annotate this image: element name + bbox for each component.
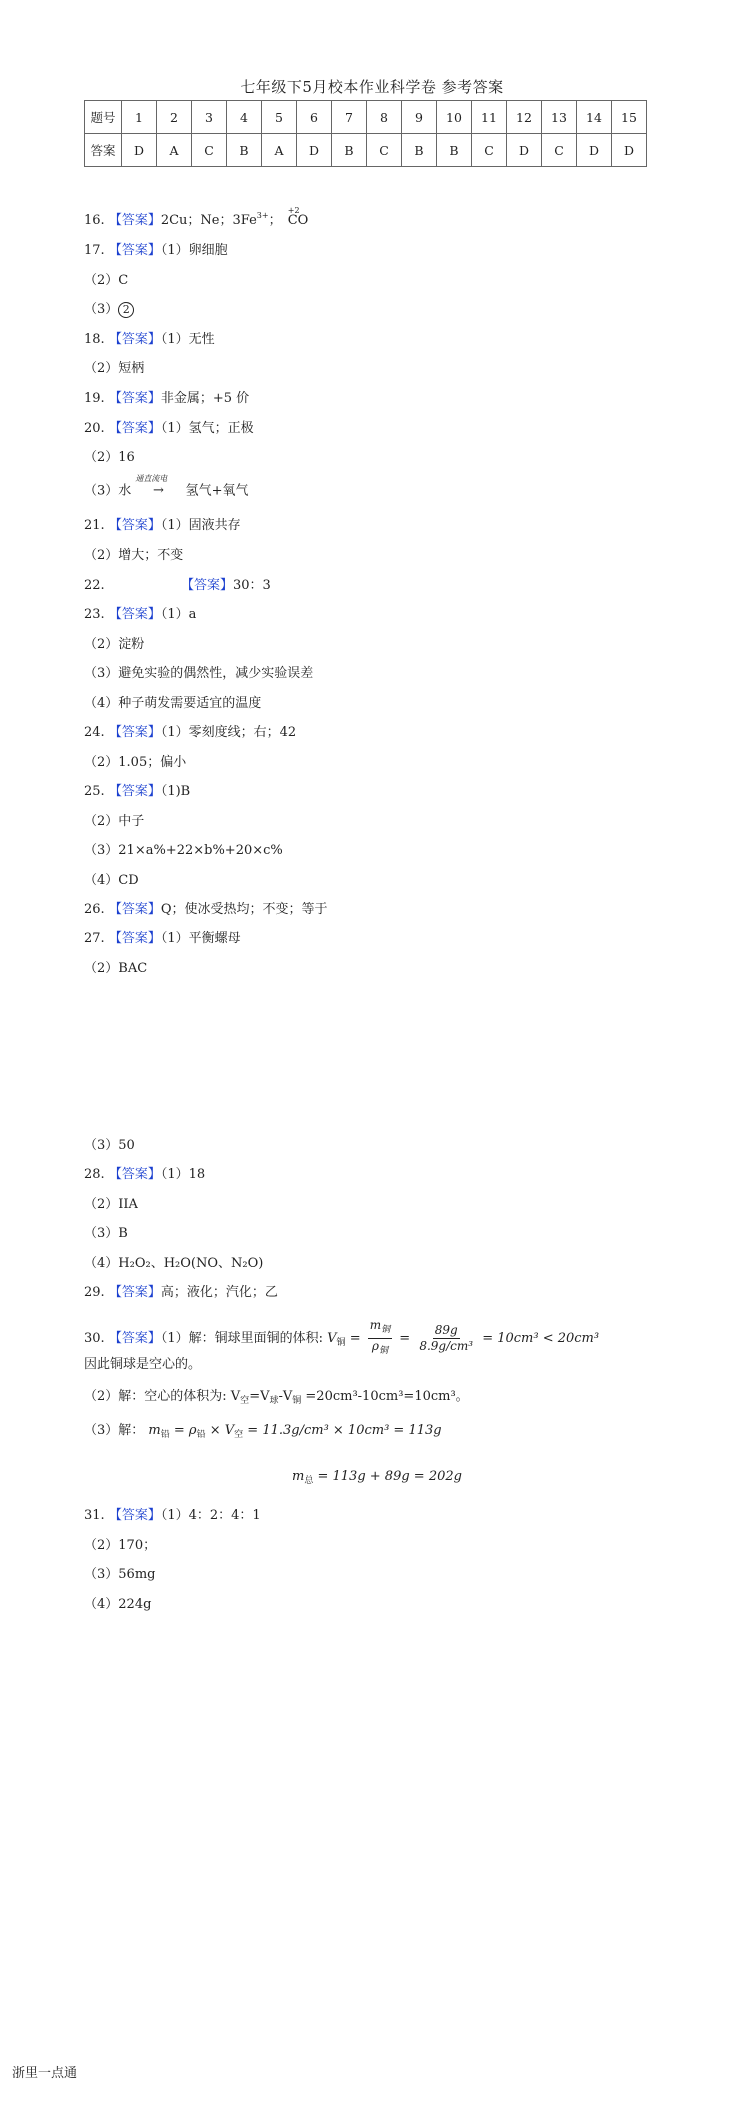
answer-text: （1）18: [160, 1167, 206, 1182]
table-cell: 13: [542, 101, 577, 134]
answer-23-part-2: （2）淀粉: [84, 637, 145, 652]
arrow-icon: →: [152, 483, 164, 498]
question-number: 31.: [84, 1508, 105, 1523]
table-cell: A: [157, 134, 192, 167]
table-cell: 6: [297, 101, 332, 134]
denominator: 8.9g/cm³: [419, 1339, 474, 1353]
equals-sign: =: [399, 1331, 411, 1346]
question-number: 27.: [84, 931, 105, 946]
table-row: [85, 134, 647, 167]
text: × V: [205, 1423, 235, 1438]
numerator: m: [369, 1318, 382, 1332]
table-cell: C: [192, 134, 227, 167]
table-cell: B: [332, 134, 367, 167]
question-number: 20.: [84, 421, 105, 436]
answer-23-part-4: （4）种子萌发需要适宜的温度: [84, 696, 262, 711]
answer-16: [84, 207, 308, 230]
question-number: 16.: [84, 213, 105, 228]
circled-number: 2: [118, 302, 134, 318]
answer-tag: 【答案】: [108, 421, 161, 436]
question-number: 24.: [84, 725, 105, 740]
answer-text: （1）无性: [160, 332, 215, 347]
answer-27-part-3: （3）50: [84, 1138, 135, 1153]
subscript: 铜: [292, 1396, 302, 1406]
subscript: 空: [234, 1430, 244, 1440]
text: （2）解：空心的体积为: V: [84, 1389, 241, 1404]
answer-18: [84, 331, 215, 349]
answer-17-part-3: [84, 301, 134, 319]
answer-28-part-3: （3）B: [84, 1226, 128, 1241]
answer-tag: 【答案】: [108, 518, 161, 533]
table-row: [85, 101, 647, 134]
answer-20-part-2: （2）16: [84, 450, 135, 465]
fraction-values: [417, 1323, 475, 1354]
question-number: 19.: [84, 391, 105, 406]
answer-tag: 【答案】: [108, 332, 161, 347]
question-number: 23.: [84, 607, 105, 622]
answer-text: （1）a: [160, 607, 197, 622]
answer-text: （1）解：铜球里面铜的体积:: [160, 1331, 323, 1346]
table-cell: 8: [367, 101, 402, 134]
answer-tag: 【答案】: [108, 931, 161, 946]
text: = 113g + 89g = 202g: [313, 1469, 462, 1484]
reactant: （3）水: [84, 483, 132, 499]
text: = ρ: [169, 1423, 197, 1438]
table-cell: D: [122, 134, 157, 167]
answer-31-part-4: （4）224g: [84, 1597, 152, 1612]
answer-23: [84, 606, 196, 624]
text: -V: [278, 1389, 293, 1404]
subscript: 球: [269, 1396, 279, 1406]
table-cell: D: [612, 134, 647, 167]
table-header-cell: 答案: [85, 134, 122, 167]
answer-28: [84, 1166, 205, 1184]
answer-text: Q；使冰受热均；不变；等于: [160, 902, 328, 917]
result-text: = 10cm³ < 20cm³: [482, 1331, 600, 1346]
answer-30-total: [292, 1468, 462, 1490]
table-cell: D: [507, 134, 542, 167]
answer-text: （1）卵细胞: [160, 243, 228, 258]
answer-text: （1）氢气；正极: [160, 421, 254, 436]
table-cell: B: [437, 134, 472, 167]
answer-20-part-3: [84, 474, 249, 501]
page-title: 七年级下5月校本作业科学卷 参考答案: [240, 78, 504, 96]
part-label: （3）: [84, 302, 119, 317]
question-number: 26.: [84, 902, 105, 917]
table-cell: C: [367, 134, 402, 167]
question-number: 29.: [84, 1285, 105, 1300]
reaction-arrow: [135, 474, 175, 500]
answer-29: [84, 1284, 278, 1302]
answer-table: [84, 100, 647, 167]
answer-20: [84, 420, 254, 438]
question-number: 18.: [84, 332, 105, 347]
answer-17-part-2: （2）C: [84, 273, 129, 288]
answer-24-part-2: （2）1.05；偏小: [84, 755, 187, 770]
answer-tag: 【答案】: [108, 213, 161, 228]
table-cell: C: [542, 134, 577, 167]
answer-tag: 【答案】: [108, 902, 161, 917]
table-cell: 1: [122, 101, 157, 134]
subscript: 铜: [336, 1338, 346, 1348]
answer-21-part-2: （2）增大；不变: [84, 548, 184, 563]
answer-text: （1)B: [160, 784, 191, 799]
answer-tag: 【答案】: [108, 243, 161, 258]
subscript: 空: [240, 1396, 250, 1406]
answer-28-part-4: （4）H₂O₂、H₂O(NO、N₂O): [84, 1256, 264, 1271]
answer-tag: 【答案】: [108, 607, 161, 622]
subscript: 铅: [160, 1430, 170, 1440]
answer-tag: 【答案】: [108, 1331, 161, 1346]
subscript: 铅: [196, 1430, 206, 1440]
table-cell: A: [262, 134, 297, 167]
answer-30: [84, 1318, 599, 1359]
charge-superscript: 3+: [256, 211, 269, 220]
table-cell: B: [227, 134, 262, 167]
table-cell: 7: [332, 101, 367, 134]
fraction-mass-density: [368, 1318, 392, 1359]
answer-text: 2Cu；Ne；3Fe: [160, 213, 257, 228]
answer-tag: 【答案】: [108, 725, 161, 740]
answer-27: [84, 930, 241, 948]
answer-tag: 【答案】: [108, 1285, 161, 1300]
answer-25: [84, 783, 190, 801]
table-cell: 10: [437, 101, 472, 134]
answer-tag: 【答案】: [108, 1167, 161, 1182]
table-cell: 9: [402, 101, 437, 134]
answer-text: （1）平衡螺母: [160, 931, 241, 946]
text: = 11.3g/cm³ × 10cm³ = 113g: [243, 1423, 442, 1438]
answer-27-part-2: （2）BAC: [84, 961, 148, 976]
answer-22: [84, 577, 271, 595]
numerator: 89g: [434, 1323, 458, 1337]
answer-25-part-4: （4）CD: [84, 873, 139, 888]
answer-tag: 【答案】: [108, 1508, 161, 1523]
subscript: 铜: [381, 1325, 391, 1335]
valence-label: +2: [287, 205, 300, 215]
subscript: 总: [304, 1476, 314, 1486]
answer-text: 非金属；+5 价: [160, 391, 250, 406]
answer-18-part-2: （2）短柄: [84, 361, 145, 376]
answer-30-part-2: [84, 1388, 469, 1410]
answer-text: （1）固液共存: [160, 518, 241, 533]
answer-text: 30：3: [232, 578, 271, 593]
mass-symbol: m: [292, 1469, 305, 1484]
answer-31-part-3: （3）56mg: [84, 1567, 156, 1582]
question-number: 25.: [84, 784, 105, 799]
table-cell: 11: [472, 101, 507, 134]
question-number: 28.: [84, 1167, 105, 1182]
answer-tag: 【答案】: [108, 391, 161, 406]
answer-17: [84, 242, 228, 260]
question-number: 22.: [84, 578, 105, 593]
text: （3）解：: [84, 1423, 145, 1438]
products: 氢气+氧气: [185, 483, 249, 499]
answer-31-part-2: （2）170；: [84, 1538, 157, 1553]
question-number: 30.: [84, 1331, 105, 1346]
table-cell: 5: [262, 101, 297, 134]
answer-25-part-2: （2）中子: [84, 814, 145, 829]
answer-tag: 【答案】: [180, 578, 233, 593]
answer-28-part-2: （2）IIA: [84, 1197, 138, 1212]
question-number: 17.: [84, 243, 105, 258]
equals-sign: =: [349, 1331, 361, 1346]
table-cell: D: [297, 134, 332, 167]
table-cell: D: [577, 134, 612, 167]
denominator: ρ: [371, 1339, 379, 1353]
answer-26: [84, 901, 328, 919]
answer-text: （1）4：2：4：1: [160, 1508, 261, 1523]
table-cell: 12: [507, 101, 542, 134]
answer-19: [84, 390, 249, 408]
subscript: 铜: [378, 1346, 388, 1356]
answer-31: [84, 1507, 261, 1525]
valence-formula: [287, 205, 309, 230]
answer-text: 高；液化；汽化；乙: [160, 1285, 278, 1300]
answer-tag: 【答案】: [108, 784, 161, 799]
table-cell: 15: [612, 101, 647, 134]
answer-23-part-3: （3）避免实验的偶然性，减少实验误差: [84, 666, 314, 681]
formula-text: CO: [287, 212, 309, 228]
separator: ；: [268, 213, 282, 228]
volume-symbol: V: [327, 1331, 337, 1346]
table-cell: 2: [157, 101, 192, 134]
answer-21: [84, 517, 241, 535]
question-number: 21.: [84, 518, 105, 533]
table-cell: 3: [192, 101, 227, 134]
table-cell: 14: [577, 101, 612, 134]
table-cell: C: [472, 134, 507, 167]
answer-24: [84, 724, 296, 742]
footer-brand: 浙里一点通: [12, 2066, 78, 2081]
text: =20cm³-10cm³=10cm³。: [301, 1389, 469, 1404]
table-cell: B: [402, 134, 437, 167]
mass-symbol: m: [148, 1423, 161, 1438]
table-cell: 4: [227, 101, 262, 134]
reaction-condition: 通直流电: [135, 474, 168, 483]
answer-text: （1）零刻度线；右；42: [160, 725, 297, 740]
text: =V: [249, 1389, 270, 1404]
answer-25-part-3: （3）21×a%+22×b%+20×c%: [84, 843, 283, 858]
table-header-cell: 题号: [85, 101, 122, 134]
answer-30-conclusion: 因此铜球是空心的。: [84, 1357, 202, 1372]
answer-30-part-3: [84, 1422, 442, 1444]
